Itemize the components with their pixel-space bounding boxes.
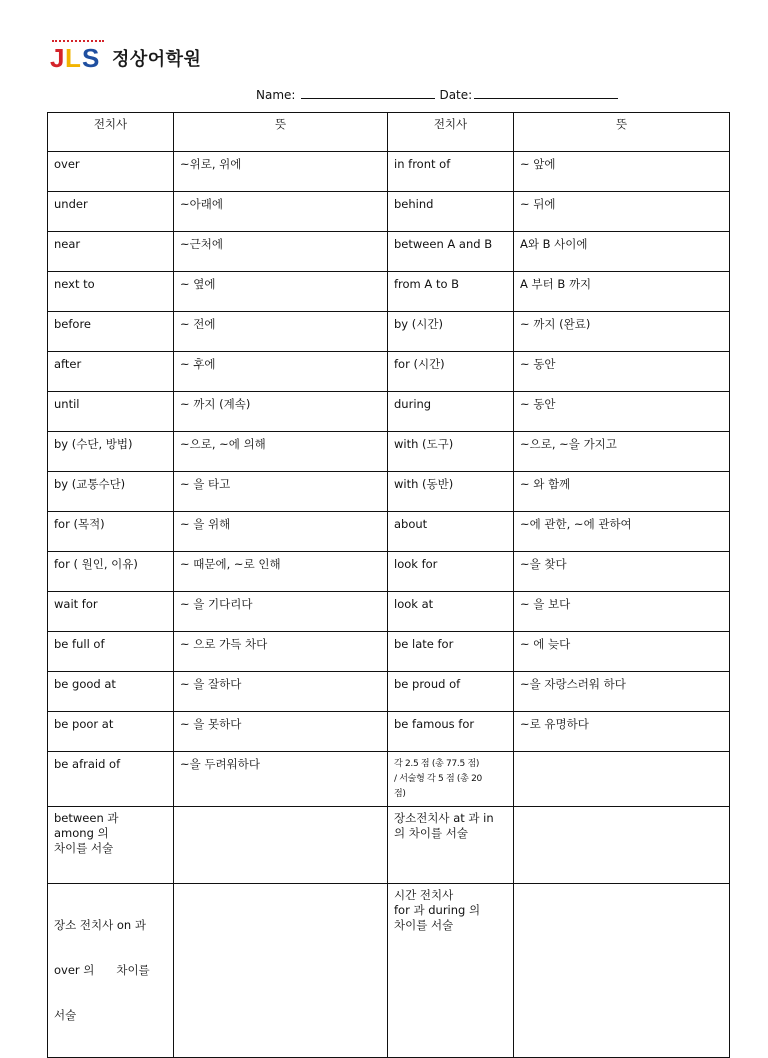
- table-cell: ~으로, ~을 가지고: [514, 432, 730, 472]
- table-row: [48, 312, 730, 352]
- table-cell: be proud of: [388, 672, 514, 712]
- essay-prompt: [48, 884, 174, 1058]
- score-note-line: 점): [394, 789, 406, 799]
- table-cell: during: [388, 392, 514, 432]
- table-cell: ~을 두려워하다: [174, 752, 388, 807]
- date-label: Date:: [439, 88, 473, 102]
- table-cell-empty[interactable]: [514, 752, 730, 807]
- table-cell: ~아래에: [174, 192, 388, 232]
- essay-answer-cell[interactable]: [514, 884, 730, 1058]
- table-cell: ~ 을 못하다: [174, 712, 388, 752]
- table-cell: ~ 을 타고: [174, 472, 388, 512]
- table-cell: be good at: [48, 672, 174, 712]
- table-cell: ~위로, 위에: [174, 152, 388, 192]
- name-date-line: [256, 86, 622, 102]
- header-cell: 뜻: [514, 113, 730, 152]
- essay-prompt: [48, 807, 174, 884]
- table-cell: by (시간): [388, 312, 514, 352]
- essay-answer-cell[interactable]: [174, 884, 388, 1058]
- score-note-line: 각 2.5 점 (총 77.5 점): [394, 759, 480, 769]
- table-row: [48, 632, 730, 672]
- table-cell: look for: [388, 552, 514, 592]
- table-row: [48, 712, 730, 752]
- table-cell: ~ 동안: [514, 352, 730, 392]
- table-cell: ~ 을 잘하다: [174, 672, 388, 712]
- table-cell: ~을 찾다: [514, 552, 730, 592]
- table-cell: over: [48, 152, 174, 192]
- table-row: [48, 392, 730, 432]
- table-cell: from A to B: [388, 272, 514, 312]
- table-row: [48, 752, 730, 807]
- essay-prompt: [388, 807, 514, 884]
- date-blank[interactable]: [474, 86, 618, 99]
- header-cell: 뜻: [174, 113, 388, 152]
- table-cell: for (시간): [388, 352, 514, 392]
- logo-text: 정상어학원: [112, 49, 202, 70]
- name-blank[interactable]: [301, 86, 435, 99]
- table-cell: A와 B 사이에: [514, 232, 730, 272]
- essay-answer-cell[interactable]: [174, 807, 388, 884]
- name-label: Name:: [256, 88, 296, 102]
- table-cell: by (교통수단): [48, 472, 174, 512]
- essay-prompt: [388, 884, 514, 1058]
- table-row: [48, 192, 730, 232]
- essay-prompt-line: over 의 차이를: [54, 963, 150, 977]
- table-cell: under: [48, 192, 174, 232]
- table-cell: ~ 을 기다리다: [174, 592, 388, 632]
- header-cell: 전치사: [48, 113, 174, 152]
- table-row: [48, 152, 730, 192]
- table-cell: for ( 원인, 이유): [48, 552, 174, 592]
- table-cell: by (수단, 방법): [48, 432, 174, 472]
- table-cell: with (동반): [388, 472, 514, 512]
- logo: [50, 42, 201, 74]
- table-cell: with (도구): [388, 432, 514, 472]
- essay-answer-cell[interactable]: [514, 807, 730, 884]
- table-row: [48, 672, 730, 712]
- table-cell: be famous for: [388, 712, 514, 752]
- table-cell: about: [388, 512, 514, 552]
- logo-letter-j: J: [50, 43, 65, 73]
- logo-letter-l: L: [65, 43, 81, 73]
- table-row: [48, 472, 730, 512]
- essay-prompt-line: 시간 전치사: [394, 888, 454, 902]
- table-cell: look at: [388, 592, 514, 632]
- essay-prompt-line: 차이를 서술: [394, 918, 454, 932]
- essay-prompt-line: 서술: [54, 1008, 77, 1022]
- table-cell: between A and B: [388, 232, 514, 272]
- table-cell: ~ 와 함께: [514, 472, 730, 512]
- score-note-line: / 서술형 각 5 점 (총 20: [394, 774, 482, 784]
- essay-prompt-line: 차이를 서술: [54, 841, 114, 855]
- table-cell: be afraid of: [48, 752, 174, 807]
- table-row: [48, 232, 730, 272]
- essay-prompt-line: 장소 전치사 on 과: [54, 918, 146, 932]
- table-cell: ~ 뒤에: [514, 192, 730, 232]
- table-cell: ~ 때문에, ~로 인해: [174, 552, 388, 592]
- table-cell: for (목적): [48, 512, 174, 552]
- table-cell: ~으로, ~에 의해: [174, 432, 388, 472]
- table-cell: behind: [388, 192, 514, 232]
- table-cell: A 부터 B 까지: [514, 272, 730, 312]
- essay-prompt-line: 의 차이를 서술: [394, 826, 468, 840]
- table-cell: ~ 후에: [174, 352, 388, 392]
- logo-letter-s: S: [82, 43, 100, 73]
- table-cell: before: [48, 312, 174, 352]
- table-cell: in front of: [388, 152, 514, 192]
- table-cell: after: [48, 352, 174, 392]
- essay-prompt-line: among 의: [54, 826, 109, 840]
- table-cell: be late for: [388, 632, 514, 672]
- jls-logo-mark: [50, 43, 108, 73]
- table-cell: near: [48, 232, 174, 272]
- table-cell: ~ 전에: [174, 312, 388, 352]
- table-row: [48, 592, 730, 632]
- table-row: [48, 272, 730, 312]
- essay-prompt-line: 장소전치사 at 과 in: [394, 811, 494, 825]
- essay-row: [48, 807, 730, 884]
- table-cell: ~근처에: [174, 232, 388, 272]
- table-cell: ~ 을 보다: [514, 592, 730, 632]
- table-cell: ~을 자랑스러워 하다: [514, 672, 730, 712]
- table-cell: ~ 까지 (계속): [174, 392, 388, 432]
- table-cell: next to: [48, 272, 174, 312]
- preposition-table: [47, 112, 730, 1058]
- table-cell: ~ 을 위해: [174, 512, 388, 552]
- essay-prompt-line: between 과: [54, 811, 119, 825]
- essay-prompt-line: for 과 during 의: [394, 903, 481, 917]
- table-cell: ~ 으로 가득 차다: [174, 632, 388, 672]
- header-cell: 전치사: [388, 113, 514, 152]
- table-cell: ~ 앞에: [514, 152, 730, 192]
- table-cell: be full of: [48, 632, 174, 672]
- table-cell: ~ 옆에: [174, 272, 388, 312]
- table-cell: until: [48, 392, 174, 432]
- table-row: [48, 432, 730, 472]
- essay-row: [48, 884, 730, 1058]
- table-cell: be poor at: [48, 712, 174, 752]
- table-row: [48, 512, 730, 552]
- table-cell: ~ 동안: [514, 392, 730, 432]
- table-row: [48, 352, 730, 392]
- table-cell: wait for: [48, 592, 174, 632]
- table-cell: ~ 까지 (완료): [514, 312, 730, 352]
- table-row: [48, 552, 730, 592]
- table-header-row: [48, 113, 730, 152]
- table-cell: ~ 에 늦다: [514, 632, 730, 672]
- table-cell: ~로 유명하다: [514, 712, 730, 752]
- table-cell: ~에 관한, ~에 관하여: [514, 512, 730, 552]
- score-note: [388, 752, 514, 807]
